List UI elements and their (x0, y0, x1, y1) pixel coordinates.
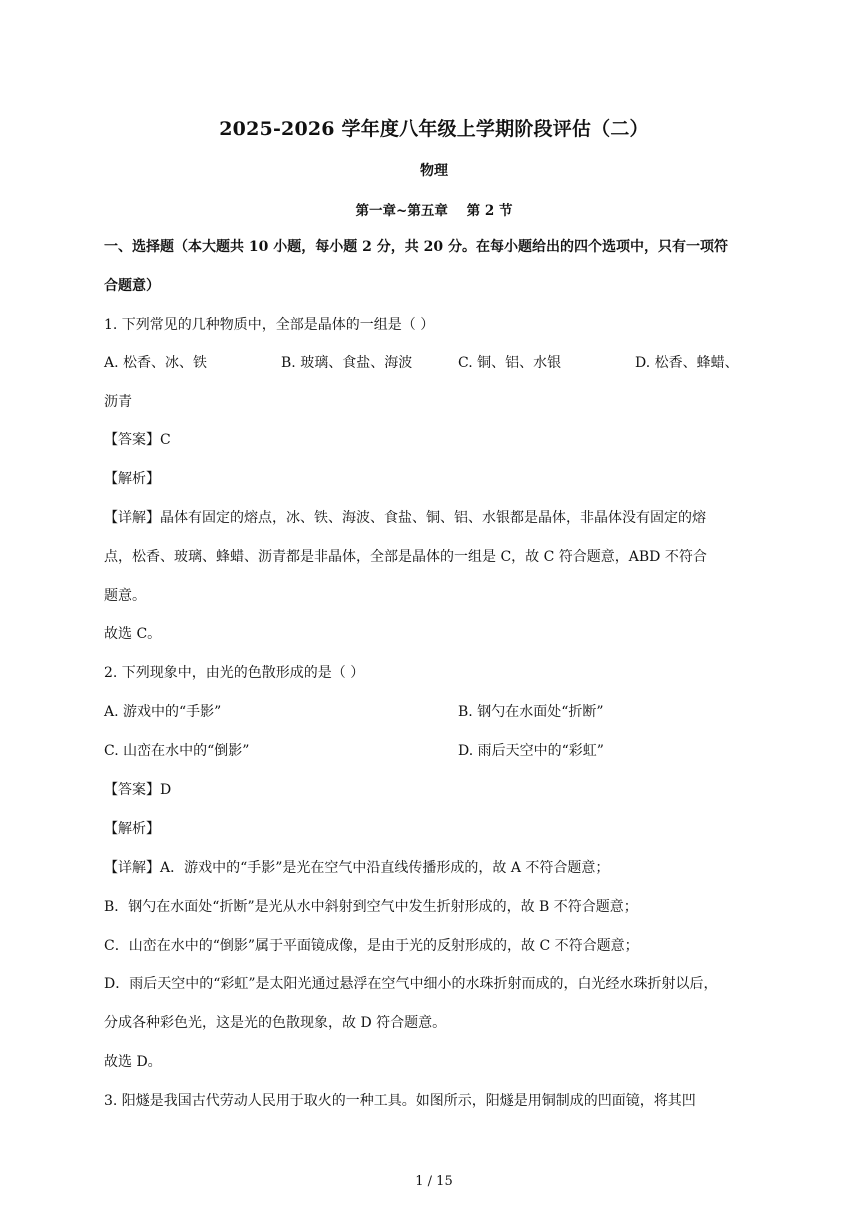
q1-option-a: A. 松香、冰、铁 (104, 355, 208, 371)
q2-detail: 【详解】A．游戏中的“手影”是光在空气中沿直线传播形成的，故 A 不符合题意； (104, 860, 610, 876)
q2-stem: 2. 下列现象中，由光的色散形成的是（ ） (104, 665, 365, 681)
q1-option-d: D. 松香、蜂蜡、 (635, 355, 739, 371)
q2-detail: D．雨后天空中的“彩虹”是太阳光通过悬浮在空气中细小的水珠折射而成的，白光经水珠折射以后， (104, 976, 718, 992)
q2-option-c: C. 山峦在水中的“倒影” (104, 743, 250, 759)
q1-option-b: B. 玻璃、食盐、海波 (281, 355, 413, 371)
q2-detail: B．钢勺在水面处“折断”是光从水中斜射到空气中发生折射形成的，故 B 不符合题意； (104, 899, 638, 915)
q1-analysis-label: 【解析】 (104, 471, 160, 487)
subject-heading: 物理 (420, 163, 448, 179)
q1-option-c: C. 铜、铝、水银 (458, 355, 562, 371)
q1-detail: 点，松香、玻璃、蜂蜡、沥青都是非晶体，全部是晶体的一组是 C，故 C 符合题意，ABD 不符合 (104, 549, 707, 565)
q2-detail: 分成各种彩色光，这是光的色散现象，故 D 符合题意。 (104, 1015, 447, 1031)
q2-answer: 【答案】D (104, 782, 172, 798)
page-number: 1 / 15 (415, 1174, 453, 1189)
q1-stem: 1. 下列常见的几种物质中，全部是晶体的一组是（ ） (104, 317, 435, 333)
q1-detail: 题意。 (104, 588, 146, 604)
q3-stem: 3. 阳燧是我国古代劳动人民用于取火的一种工具。如图所示，阳燧是用铜制成的凹面镜，将其凹 (104, 1093, 696, 1109)
q1-choice: 故选 C。 (104, 626, 162, 642)
q1-answer: 【答案】C (104, 432, 171, 448)
q2-option-d: D. 雨后天空中的“彩虹” (458, 743, 604, 759)
q2-choice: 故选 D。 (104, 1054, 162, 1070)
q2-option-b: B. 钢勺在水面处“折断” (458, 704, 604, 720)
section-heading-cont: 合题意） (104, 278, 160, 294)
section-heading: 一、选择题（本大题共 10 小题，每小题 2 分，共 20 分。在每小题给出的四个选项中，只有一项符 (104, 239, 728, 255)
page-title: 2025-2026 学年度八年级上学期阶段评估（二） (219, 118, 649, 140)
q2-analysis-label: 【解析】 (104, 821, 160, 837)
chapter-range: 第一章~第五章 第 2 节 (355, 203, 513, 219)
q2-option-a: A. 游戏中的“手影” (104, 704, 222, 720)
q1-option-d-cont: 沥青 (104, 394, 132, 410)
q2-detail: C．山峦在水中的“倒影”属于平面镜成像，是由于光的反射形成的，故 C 不符合题意； (104, 938, 639, 954)
q1-detail: 【详解】晶体有固定的熔点，冰、铁、海波、食盐、铜、铝、水银都是晶体，非晶体没有固定的熔 (104, 510, 706, 526)
